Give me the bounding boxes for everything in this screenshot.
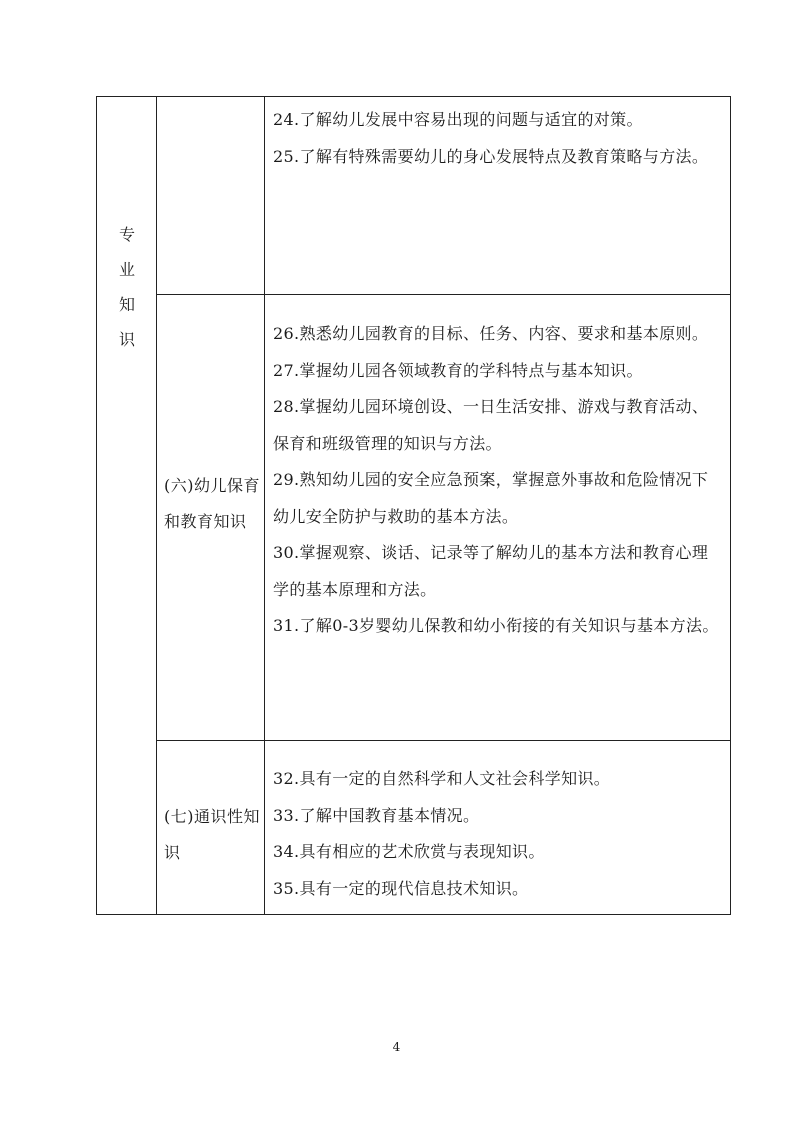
category-char: 业 (118, 260, 135, 279)
section-items (265, 102, 730, 175)
list-item: 34.具有相应的艺术欣赏与表现知识。 (273, 842, 545, 861)
row-divider (156, 740, 731, 741)
section-label: (七)通识性知识 (164, 807, 260, 862)
list-item: 31.了解0-3岁婴幼儿保教和幼小衔接的有关知识与基本方法。 (273, 616, 719, 635)
list-item: 33.了解中国教育基本情况。 (273, 805, 480, 825)
list-item: 24.了解幼儿发展中容易出现的问题与适宜的对策。 (273, 110, 643, 129)
section-label: (六)幼儿保育和教育知识 (164, 476, 260, 531)
section-items (265, 761, 730, 907)
category-char: 专 (118, 225, 135, 244)
list-item: 28.掌握幼儿园环境创设、一日生活安排、游戏与教育活动、保育和班级管理的知识与方法。 (273, 397, 709, 453)
list-item: 25.了解有特殊需要幼儿的身心发展特点及教育策略与方法。 (273, 146, 709, 166)
list-item: 35.具有一定的现代信息技术知识。 (273, 878, 529, 898)
section-items (265, 316, 730, 645)
list-item: 27.掌握幼儿园各领域教育的学科特点与基本知识。 (273, 360, 643, 380)
list-item: 29.熟知幼儿园的安全应急预案，掌握意外事故和危险情况下幼儿安全防护与救助的基本方法。 (273, 470, 709, 526)
page-number: 4 (392, 1040, 401, 1054)
category-char: 识 (118, 330, 135, 349)
category-cell (97, 182, 157, 392)
list-item: 30.掌握观察、谈话、记录等了解幼儿的基本方法和教育心理学的基本原理和方法。 (273, 543, 709, 599)
category-char: 知 (118, 295, 135, 314)
list-item: 26.熟悉幼儿园教育的目标、任务、内容、要求和基本原则。 (273, 324, 709, 343)
list-item: 32.具有一定的自然科学和人文社会科学知识。 (273, 769, 611, 788)
row-divider (156, 294, 731, 295)
standards-table (96, 96, 731, 915)
